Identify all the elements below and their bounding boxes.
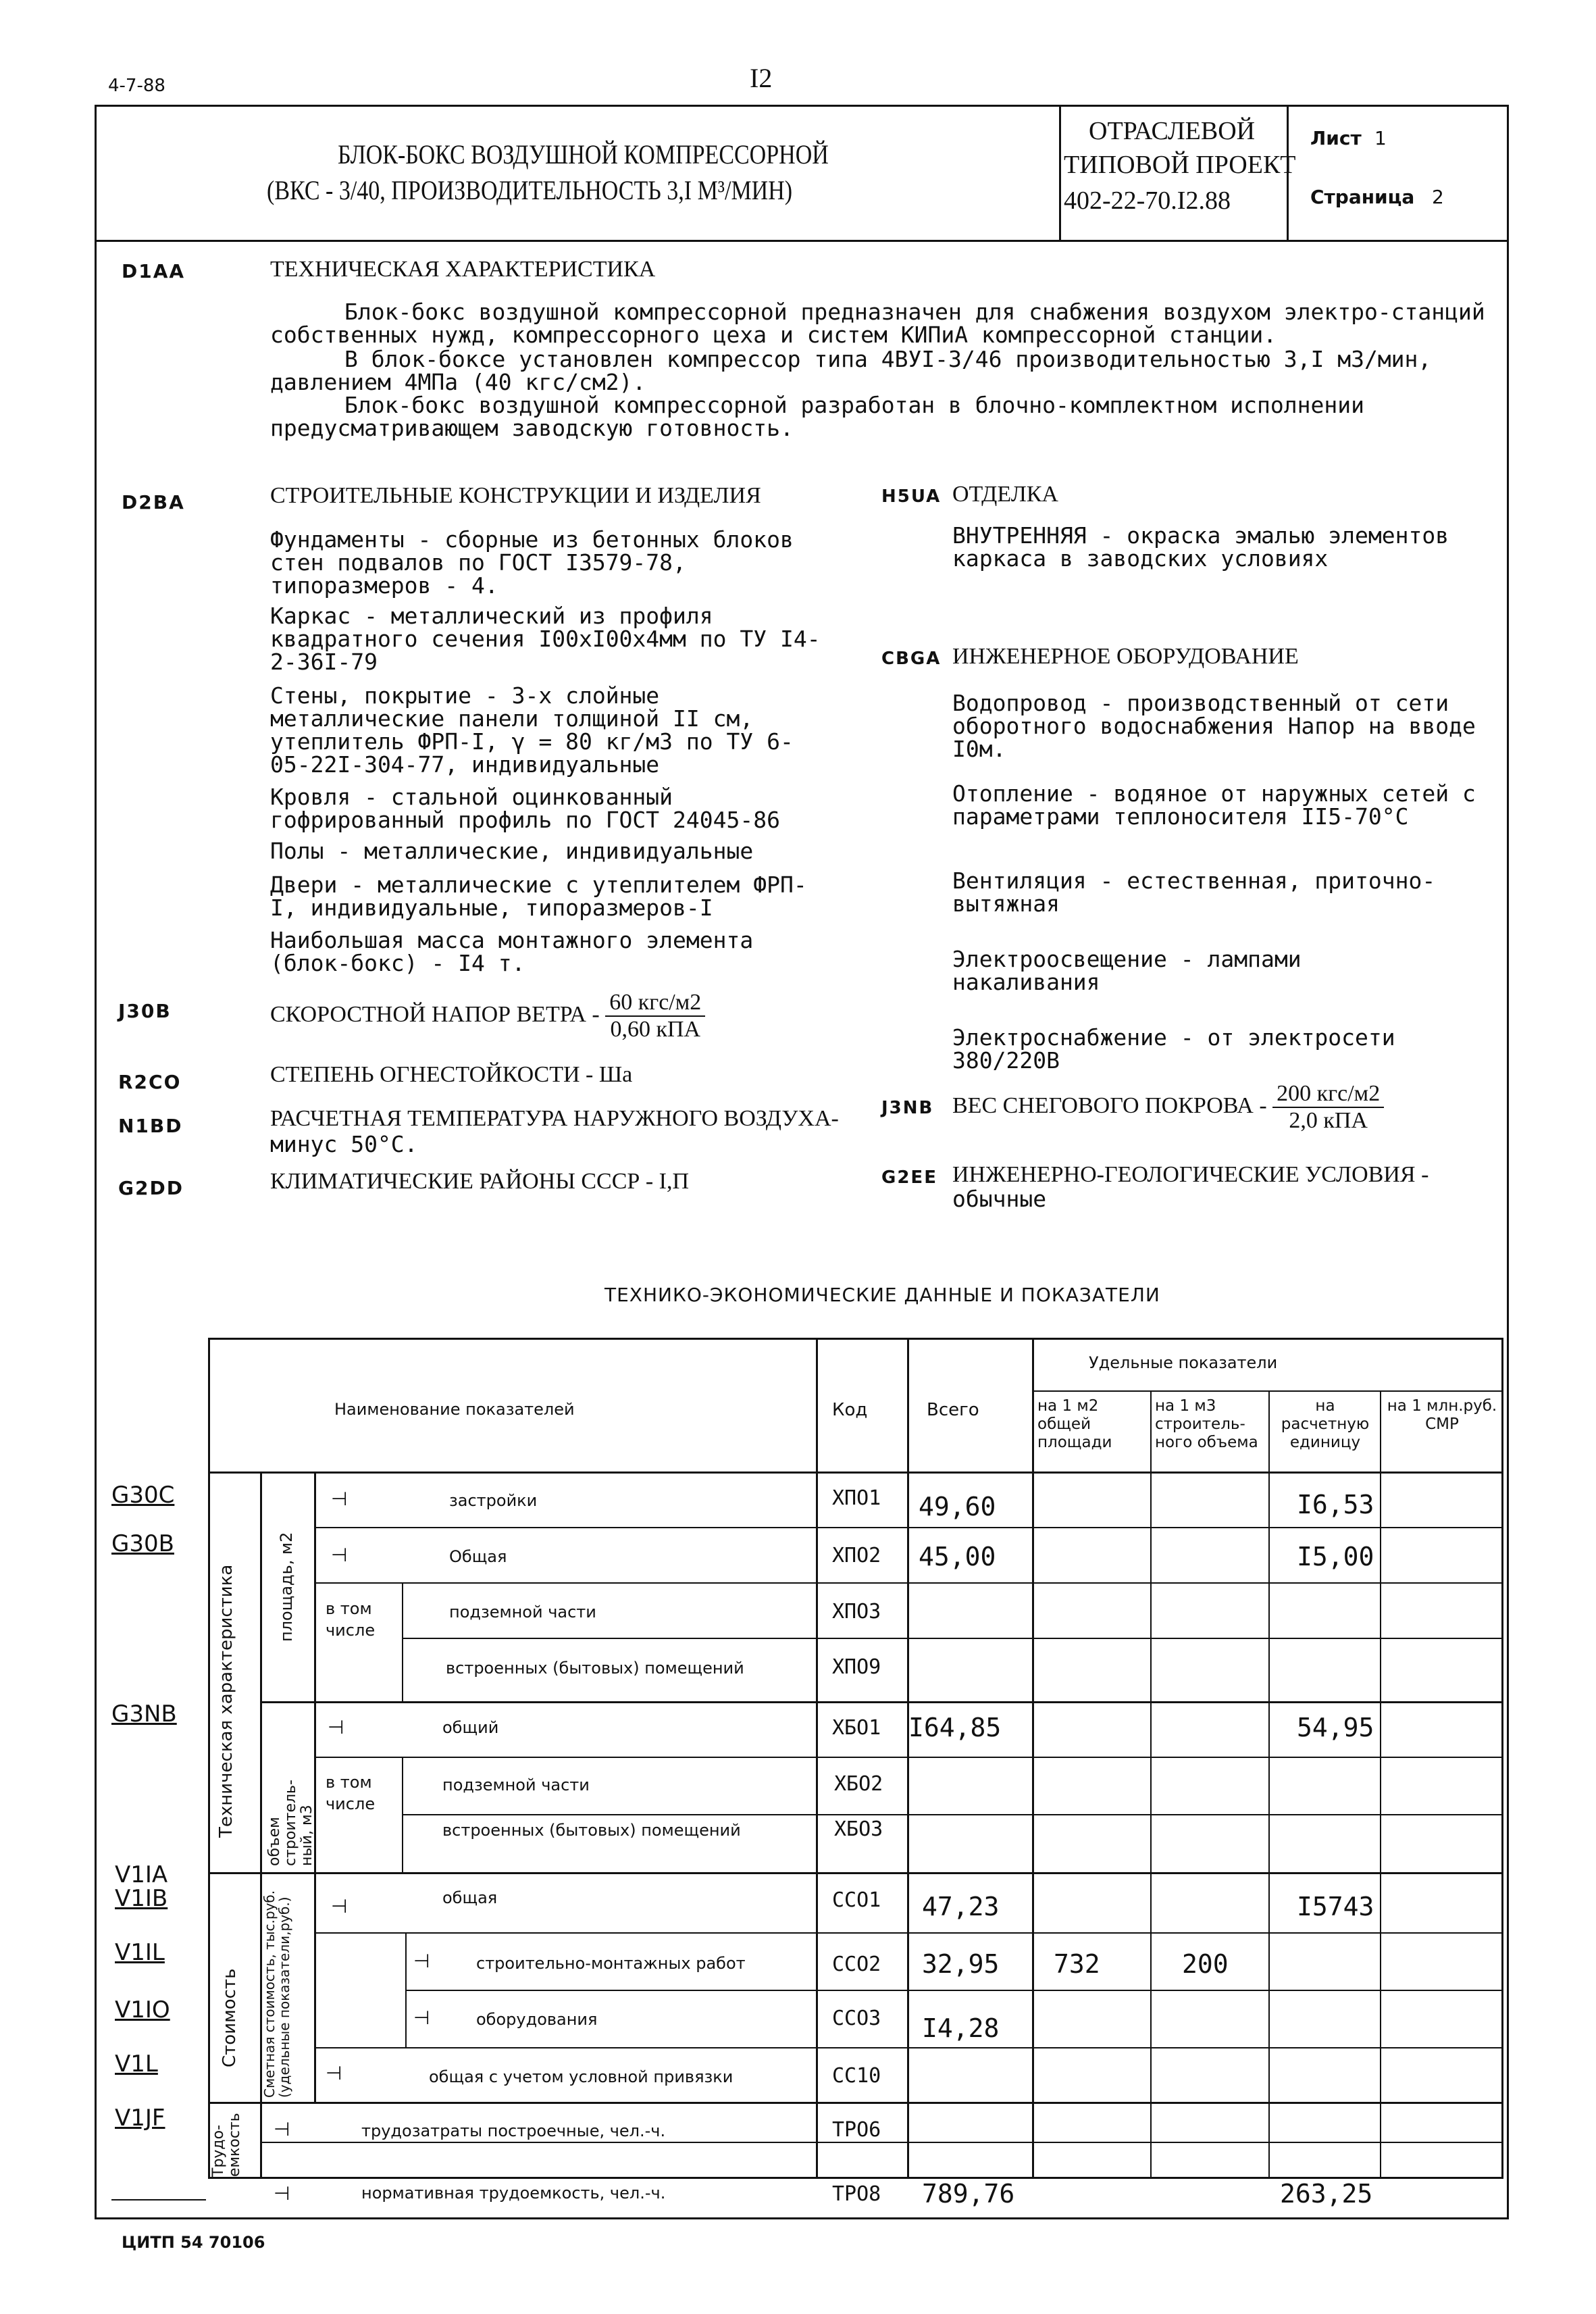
row-name: нормативная трудоемкость, чел.-ч. <box>361 2184 666 2203</box>
outdoor-temp-line2: минус 50°C. <box>270 1131 418 1157</box>
paragraph: Блок-бокс воздушной компрессорной предназначен для снабжения воздухом электро-станций собственных нужд, компрессорного цеха и систем КИПиА компрессорной станции. <box>270 299 1485 348</box>
construction-item: Наибольшая масса монтажного элемента (блок-бокс) - I4 т. <box>270 927 754 976</box>
row-code: ТРО8 <box>832 2182 881 2206</box>
paragraph: В блок-боксе установлен компрессор типа 4ВУI-3/46 производительностью 3,I м3/мин, давлением 4МПа (40 кгс/см2). <box>270 346 1432 395</box>
section-title: СТРОИТЕЛЬНЫЕ КОНСТРУКЦИИ И ИЗДЕЛИЯ <box>270 483 761 508</box>
header-separator <box>1059 105 1061 240</box>
project-type-line1: ОТРАСЛЕВОЙ <box>1089 117 1256 145</box>
row-name: трудозатраты построечные, чел.-ч. <box>361 2121 666 2140</box>
row-incl: в том числе <box>326 1773 376 1813</box>
row-incl: в том числе <box>326 1599 376 1640</box>
row-code: ССО3 <box>832 2007 881 2030</box>
snow-load-num: 200 кгс/м2 <box>1272 1081 1384 1108</box>
snow-load <box>952 1081 1384 1134</box>
table-title: ТЕХНИКО-ЭКОНОМИЧЕСКИЕ ДАННЫЕ И ПОКАЗАТЕЛИ <box>604 1284 1160 1306</box>
row-code: ХБО2 <box>834 1772 883 1796</box>
section-code: D1AA <box>122 260 186 282</box>
side-code: G30C <box>111 1482 175 1509</box>
snow-load-label: ВЕС СНЕГОВОГО ПОКРОВА - <box>952 1092 1267 1118</box>
wind-pressure-label: СКОРОСТНОЙ НАПОР ВЕТРА - <box>270 1001 600 1027</box>
side-code: G30B <box>111 1530 174 1557</box>
row-name: встроенных (бытовых) помещений <box>442 1821 741 1840</box>
construction-item: Двери - металлические с утеплителем ФРП-I, индивидуальные, типоразмеров-I <box>270 872 807 921</box>
group-separator <box>260 1701 1503 1703</box>
page-number: I2 <box>750 63 773 93</box>
row-line <box>314 1932 1503 1934</box>
tick-icon: ⊣ <box>328 1716 344 1738</box>
group-cost: Стоимость <box>220 1968 240 2067</box>
section-code: H5UA <box>881 486 942 507</box>
fire-resistance: СТЕПЕНЬ ОГНЕСТОЙКОСТИ - Шa <box>270 1062 633 1087</box>
header-per-m3: на 1 м3 строитель-ного объема <box>1155 1397 1258 1451</box>
geology-line2: обычные <box>952 1186 1047 1212</box>
group-tech: Техническая характеристика <box>216 1564 236 1838</box>
group-area: площадь, м2 <box>277 1532 296 1642</box>
construction-item: Полы - металлические, индивидуальные <box>270 838 754 864</box>
finishing-text: ВНУТРЕННЯЯ - окраска эмалью элементов каркаса в заводских условиях <box>952 522 1449 572</box>
row-code: СС10 <box>832 2064 881 2088</box>
outdoor-temp-line1: РАСЧЕТНАЯ ТЕМПЕРАТУРА НАРУЖНОГО ВОЗДУХА- <box>270 1106 839 1131</box>
engineering-item: Водопровод - производственный от сети оборотного водоснабжения Напор на вводе I0м. <box>952 690 1476 762</box>
row-per-unit: I5743 <box>1297 1892 1374 1921</box>
row-total: 45,00 <box>919 1542 996 1571</box>
row-name: подземной части <box>442 1776 590 1794</box>
section-code: N1BD <box>118 1115 183 1137</box>
sub-col-divider <box>402 1582 403 1701</box>
subheader-line <box>1032 1390 1503 1392</box>
side-code: V1JF <box>115 2105 165 2132</box>
row-per-m2: 732 <box>1054 1949 1100 1979</box>
row-name: строительно-монтажных работ <box>476 1954 746 1973</box>
tick-icon: ⊣ <box>413 2007 430 2029</box>
header-per-unit: на расчетную единицу <box>1281 1397 1370 1451</box>
doc-title-line1: БЛОК-БОКС ВОЗДУШНОЙ КОМПРЕССОРНОЙ <box>338 139 829 170</box>
page-value: 2 <box>1432 186 1444 208</box>
wind-pressure <box>270 990 705 1042</box>
page-label: Страница <box>1310 186 1415 208</box>
side-code: V1IB <box>115 1885 168 1912</box>
row-name: встроенных (бытовых) помещений <box>446 1659 744 1678</box>
header-divider <box>95 240 1509 242</box>
row-name: оборудования <box>476 2010 598 2029</box>
row-per-unit: 54,95 <box>1297 1713 1374 1742</box>
tick-icon: ⊣ <box>413 1950 430 1972</box>
section-title: ТЕХНИЧЕСКАЯ ХАРАКТЕРИСТИКА <box>270 257 656 282</box>
sheet-value: 1 <box>1374 127 1387 149</box>
footer-stamp: ЦИТП 54 70106 <box>122 2233 265 2252</box>
wind-pressure-fraction <box>605 990 705 1042</box>
header-per-m2: на 1 м2 общей площади <box>1037 1397 1112 1451</box>
row-total: 32,95 <box>922 1949 1000 1979</box>
row-code: ХБО3 <box>834 1817 883 1841</box>
row-name: застройки <box>449 1491 538 1510</box>
construction-item: Фундаменты - сборные из бетонных блоков стен подвалов по ГОСТ I3579-78, типоразмеров - 4. <box>270 526 794 599</box>
section-code: CBGA <box>881 649 942 669</box>
side-code: G3NB <box>111 1701 177 1728</box>
row-total: 789,76 <box>922 2179 1015 2209</box>
construction-item: Каркас - металлический из профиля квадратного сечения I00xI00x4мм по ТУ I4-2-36I-79 <box>270 603 821 675</box>
col-divider <box>1032 1338 1034 2179</box>
sheet-label: Лист <box>1310 127 1362 149</box>
row-line <box>314 1582 1503 1584</box>
row-line <box>314 1527 1503 1528</box>
row-total: 47,23 <box>922 1892 1000 1921</box>
tick-icon: ⊣ <box>274 2118 290 2140</box>
group-labor: Трудо-емкость <box>210 2113 243 2177</box>
side-code: V1L <box>115 2051 158 2078</box>
group-col-divider <box>314 1872 316 2102</box>
section-title: ОТДЕЛКА <box>952 482 1058 507</box>
sub-col-divider <box>402 1757 403 1872</box>
row-code: ХПО1 <box>832 1486 881 1510</box>
row-code: ХПО2 <box>832 1544 881 1567</box>
group-separator <box>208 1872 1503 1874</box>
tick-icon: ⊣ <box>331 1895 348 1917</box>
row-per-m3: 200 <box>1182 1949 1229 1979</box>
geology-line1: ИНЖЕНЕРНО-ГЕОЛОГИЧЕСКИЕ УСЛОВИЯ - <box>952 1162 1429 1187</box>
tick-icon: ⊣ <box>331 1488 348 1510</box>
group-cost-sub: Сметная стоимость, тыс.руб.(удельные показатели,руб.) <box>261 1890 292 2098</box>
section-code: J30B <box>118 1000 172 1022</box>
group-volume: объем строитель-ный, м3 <box>266 1780 315 1866</box>
engineering-item: Отопление - водяное от наружных сетей с параметрами теплоносителя II5-70°C <box>952 780 1476 830</box>
side-code: V1IL <box>115 1939 165 1966</box>
row-name: общий <box>442 1718 499 1737</box>
doc-title-line2: (ВКС - 3/40, ПРОИЗВОДИТЕЛЬНОСТЬ 3,I М³/МИН) <box>267 175 793 205</box>
side-code: V1IA <box>115 1861 168 1888</box>
tick-icon: ⊣ <box>274 2182 290 2205</box>
project-number: 402-22-70.I2.88 <box>1064 186 1231 215</box>
project-type-line2: ТИПОВОЙ ПРОЕКТ <box>1064 151 1296 179</box>
construction-item: Стены, покрытие - 3-х слойные металлические панели толщиной II см, утеплитель ФРП-I, γ = 80 кг/м3 по ТУ 6-05-22I-304-77, индивидуальные <box>270 682 794 778</box>
tick-icon: ⊣ <box>326 2062 342 2084</box>
row-code: ХБО1 <box>832 1716 881 1740</box>
group-separator <box>208 2102 1503 2104</box>
wind-pressure-den: 0,60 кПА <box>610 1017 701 1042</box>
engineering-item: Электроосвещение - лампами накаливания <box>952 946 1302 995</box>
snow-load-den: 2,0 кПА <box>1289 1108 1368 1133</box>
table-header-bottom <box>208 1472 1503 1474</box>
row-line <box>260 2142 1503 2143</box>
row-per-unit: 263,25 <box>1280 2179 1373 2209</box>
paragraph: Блок-бокс воздушной компрессорной разработан в блочно-комплектном исполнении предусматривающем заводскую готовность. <box>270 392 1364 441</box>
section-title: ИНЖЕНЕРНОЕ ОБОРУДОВАНИЕ <box>952 644 1299 669</box>
row-name: общая <box>442 1888 498 1907</box>
snow-load-fraction <box>1272 1081 1384 1134</box>
header-specific: Удельные показатели <box>1089 1353 1278 1372</box>
col-divider <box>1268 1390 1270 2179</box>
climate-regions: КЛИМАТИЧЕСКИЕ РАЙОНЫ СССР - I,П <box>270 1169 690 1194</box>
col-divider <box>816 1338 818 2179</box>
row-per-unit: I5,00 <box>1297 1542 1374 1571</box>
row-total: 49,60 <box>919 1492 996 1521</box>
row-code: ССО2 <box>832 1953 881 1976</box>
row-code: ССО1 <box>832 1888 881 1912</box>
construction-item: Кровля - стальной оцинкованный гофрированный профиль по ГОСТ 24045-86 <box>270 784 780 833</box>
section-code: J3NB <box>881 1098 934 1118</box>
section-code: G2EE <box>881 1167 937 1188</box>
section-code: D2BA <box>122 491 185 513</box>
col-divider <box>1380 1390 1381 2179</box>
row-per-unit: I6,53 <box>1297 1490 1374 1519</box>
row-code: ХПО9 <box>832 1655 881 1679</box>
row-name: Общая <box>449 1547 507 1566</box>
row-total: I4,28 <box>922 2013 1000 2043</box>
row-line <box>402 1814 1503 1815</box>
header-code: Код <box>832 1400 868 1420</box>
row-code: ТРО6 <box>832 2118 881 2142</box>
row-line <box>405 1990 1503 1991</box>
row-name: общая с учетом условной привязки <box>429 2067 733 2086</box>
row-code: ХПО3 <box>832 1600 881 1624</box>
sub-col-divider <box>405 1932 407 2047</box>
side-code: V1IO <box>115 1996 170 2023</box>
tick-icon: ⊣ <box>331 1544 348 1566</box>
side-line <box>111 2199 206 2200</box>
engineering-item: Электроснабжение - от электросети 380/220В <box>952 1024 1395 1074</box>
row-name: подземной части <box>449 1603 596 1621</box>
date-stamp: 4-7-88 <box>108 76 165 96</box>
section-code: G2DD <box>118 1177 184 1199</box>
header-name: Наименование показателей <box>334 1400 575 1419</box>
col-divider <box>907 1338 909 2179</box>
row-line <box>314 1757 1503 1758</box>
wind-pressure-num: 60 кгс/м2 <box>605 990 705 1017</box>
header-total: Всего <box>927 1400 979 1420</box>
engineering-item: Вентиляция - естественная, приточно-вытяжная <box>952 867 1436 917</box>
header-per-mln: на 1 млн.руб. СМР <box>1387 1397 1497 1433</box>
col-divider <box>1150 1390 1152 2179</box>
row-line <box>314 2047 1503 2048</box>
row-total: I64,85 <box>908 1713 1002 1742</box>
row-line <box>402 1638 1503 1639</box>
section-code: R2CO <box>118 1071 182 1093</box>
